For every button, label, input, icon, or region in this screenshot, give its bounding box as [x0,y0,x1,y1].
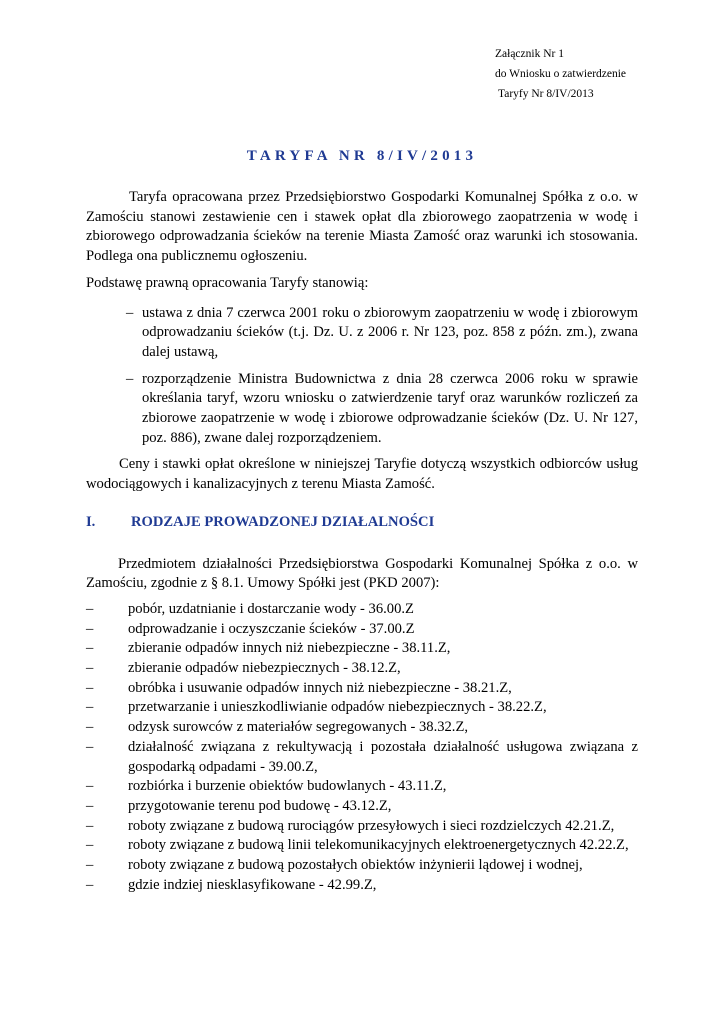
activity-text: gdzie indziej niesklasyfikowane - 42.99.Z, [128,876,377,893]
activity-intro: Przedmiotem działalności Przedsiębiorstwa Gospodarki Komunalnej Spółka z o.o. w Zamościu, zgodnie z § 8.1. Umowy Spółki jest (PKD 2007): [86,555,638,592]
activity-text: zbieranie odpadów niebezpiecznych - 38.12.Z, [128,660,401,677]
legal-basis-list [86,304,638,449]
activity-text: obróbka i usuwanie odpadów innych niż niebezpieczne - 38.21.Z, [128,679,512,696]
dash-bullet: – [86,660,94,677]
dash-bullet: – [86,857,94,874]
dash-bullet: – [126,304,134,321]
dash-bullet: – [86,817,94,834]
dash-bullet: – [126,370,134,387]
activity-text: roboty związane z budową linii telekomunikacyjnych elektroenergetycznych 42.22.Z, [128,837,629,854]
dash-bullet: – [86,837,94,854]
legal-item-text: ustawa z dnia 7 czerwca 2001 roku o zbiorowym zaopatrzeniu w wodę i zbiorowym odprowadzaniu ścieków (t.j. Dz. U. z 2006 r. Nr 123, poz. 858 z późn. zm.), zwana dalej ustawą, [142,304,638,360]
list-item [86,600,638,620]
list-item [86,698,638,718]
list-item [86,639,638,659]
list-item [86,797,638,817]
activity-text: odprowadzanie i oczyszczanie ścieków - 37.00.Z [128,620,415,637]
activity-text: odzysk surowców z materiałów segregowanych - 38.32.Z, [128,719,469,736]
dash-bullet: – [86,620,94,637]
section-number: I. [86,513,96,530]
activity-text: przetwarzanie i unieszkodliwianie odpadów niebezpiecznych - 38.22.Z, [128,699,547,716]
list-item [86,718,638,738]
list-item [86,777,638,797]
activity-text: roboty związane z budową rurociągów przesyłowych i sieci rozdzielczych 42.21.Z, [128,817,615,834]
list-item [86,856,638,876]
legal-item-text: rozporządzenie Ministra Budownictwa z dnia 28 czerwca 2006 roku w sprawie określania taryf, wzoru wniosku o zatwierdzenie taryf oraz warunków rozliczeń za zbiorowe zaopatrzenie w wodę i zbiorowe odprowadzanie ścieków (Dz. U. Nr 127, poz. 886), zwane dalej rozporządzeniem. [142,370,638,446]
document-body [86,188,638,896]
list-item [86,817,638,837]
dash-bullet: – [86,876,94,893]
section-title: RODZAJE PROWADZONEJ DZIAŁALNOŚCI [131,513,435,530]
activity-text: roboty związane z budową pozostałych obiektów inżynierii lądowej i wodnej, [128,857,583,874]
list-item [86,659,638,679]
scope-paragraph: Ceny i stawki opłat określone w niniejszej Taryfie dotyczą wszystkich odbiorców usług wodociągowych i kanalizacyjnych z terenu Miasta Zamość. [86,456,638,493]
list-item [86,876,638,896]
dash-bullet: – [86,738,94,755]
legal-basis-label: Podstawę prawną opracowania Taryfy stanowią: [86,274,369,291]
document-title: TARYFA NR 8/IV/2013 [246,148,478,164]
list-item [86,620,638,640]
activity-text: rozbiórka i burzenie obiektów budowlanych - 43.11.Z, [128,778,447,795]
intro-paragraph: Taryfa opracowana przez Przedsiębiorstwo Gospodarki Komunalnej Spółka z o.o. w Zamościu stanowi zestawienie cen i stawek opłat dla zbiorowego zaopatrzenia w wodę i zbiorowego odprowadzania ścieków na terenie Miasta Zamość oraz warunki ich stosowania. Podlega ona publicznemu ogłoszeniu. [86,189,638,265]
annex-line-2: do Wniosku o zatwierdzenie [495,68,627,80]
list-item [86,304,638,363]
section-heading [86,513,638,533]
dash-bullet: – [86,778,94,795]
list-item [86,679,638,699]
list-item [86,738,638,777]
dash-bullet: – [86,679,94,696]
annex-line-3: Taryfy Nr 8/IV/2013 [498,88,594,100]
dash-bullet: – [86,640,94,657]
dash-bullet: – [86,600,94,617]
activity-text: przygotowanie terenu pod budowę - 43.12.Z, [128,797,392,814]
dash-bullet: – [86,797,94,814]
activity-text: działalność związana z rekultywacją i pozostała działalność usługowa związana z gospodarką odpadami - 39.00.Z, [128,738,638,775]
list-item [86,370,638,449]
annex-note [495,44,626,104]
annex-line-1: Załącznik Nr 1 [495,48,564,60]
dash-bullet: – [86,719,94,736]
activity-text: pobór, uzdatnianie i dostarczanie wody - 36.00.Z [128,600,414,617]
dash-bullet: – [86,699,94,716]
activity-text: zbieranie odpadów innych niż niebezpieczne - 38.11.Z, [128,640,451,657]
list-item [86,836,638,856]
activity-list [86,600,638,896]
